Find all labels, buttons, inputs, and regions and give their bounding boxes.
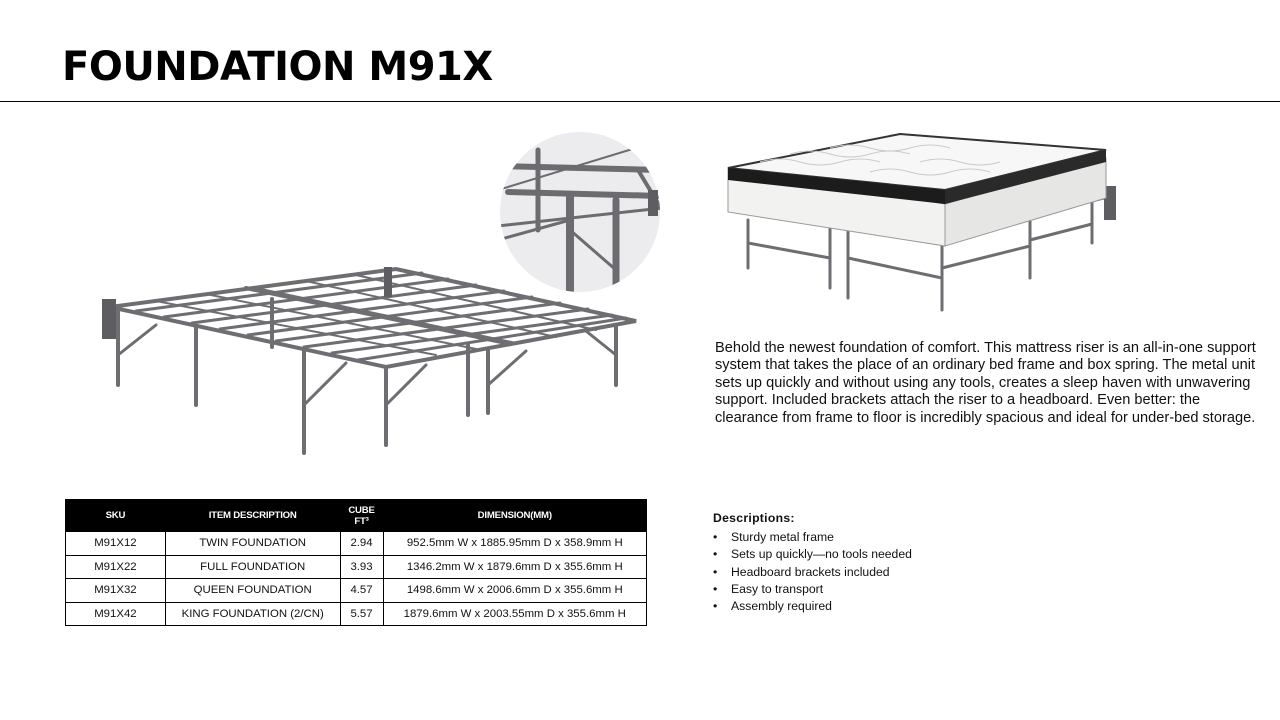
header-dimension: DIMENSION(MM) (383, 500, 647, 532)
cell-dimension: 1879.6mm W x 2003.55mm D x 355.6mm H (383, 602, 647, 626)
cell-description: FULL FOUNDATION (165, 555, 340, 579)
header-cube-ft: CUBE FT³ (340, 500, 383, 532)
descriptions-heading: Descriptions: (713, 511, 795, 525)
cell-dimension: 1498.6mm W x 2006.6mm D x 355.6mm H (383, 579, 647, 603)
list-item: • Sturdy metal frame (713, 529, 912, 546)
cell-sku: M91X42 (66, 602, 166, 626)
cell-sku: M91X12 (66, 532, 166, 556)
header-sku: SKU (66, 500, 166, 532)
product-description-paragraph: Behold the newest foundation of comfort. This mattress riser is an all-in-one support system that takes the place of an ordinary bed frame and box spring. The metal unit sets up quickly and without using any tools, creates a sleep haven with unwavering support. Included brackets attach the riser to a headboard. Even better: the clearance from frame to floor is incredibly spacious and ideal for under-bed storage. (715, 340, 1256, 426)
list-item: • Sets up quickly—no tools needed (713, 546, 912, 563)
table-row (66, 579, 647, 603)
descriptions-section (713, 511, 912, 615)
product-spec-table (65, 499, 647, 626)
table-row (66, 555, 647, 579)
title-divider (0, 101, 1280, 102)
cell-cube: 3.93 (340, 555, 383, 579)
frame-detail-image (498, 130, 662, 294)
descriptions-list (713, 529, 912, 615)
header-item-description: ITEM DESCRIPTION (165, 500, 340, 532)
cell-description: TWIN FOUNDATION (165, 532, 340, 556)
list-item: • Headboard brackets included (713, 564, 912, 581)
cell-description: KING FOUNDATION (2/CN) (165, 602, 340, 626)
mattress-on-foundation-image (720, 128, 1125, 318)
table-row (66, 602, 647, 626)
page-title: FOUNDATION M91X (62, 44, 493, 90)
list-item: • Assembly required (713, 598, 912, 615)
table-row (66, 532, 647, 556)
cell-sku: M91X32 (66, 579, 166, 603)
cell-cube: 5.57 (340, 602, 383, 626)
cell-cube: 2.94 (340, 532, 383, 556)
cell-description: QUEEN FOUNDATION (165, 579, 340, 603)
list-item: • Easy to transport (713, 581, 912, 598)
cell-dimension: 952.5mm W x 1885.95mm D x 358.9mm H (383, 532, 647, 556)
cell-sku: M91X22 (66, 555, 166, 579)
cell-dimension: 1346.2mm W x 1879.6mm D x 355.6mm H (383, 555, 647, 579)
table-header-row (66, 500, 647, 532)
cell-cube: 4.57 (340, 579, 383, 603)
